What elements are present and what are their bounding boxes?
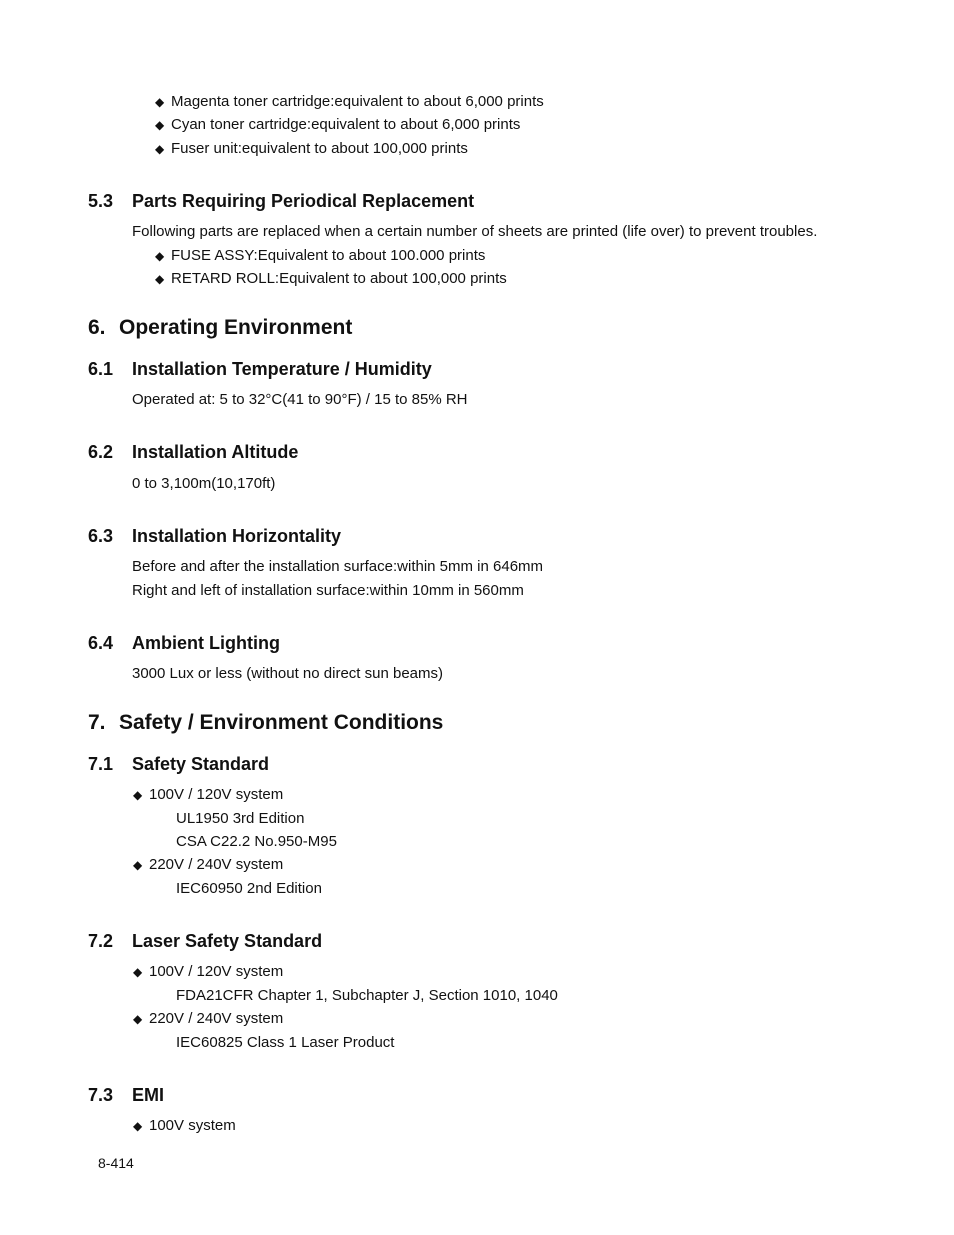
- page-number: 8-414: [98, 1155, 134, 1171]
- section-heading-6-1: 6.1 Installation Temperature / Humidity: [88, 359, 432, 379]
- list-item: ◆ Magenta toner cartridge:equivalent to about 6,000 prints: [155, 93, 544, 110]
- list-item: ◆ Cyan toner cartridge:equivalent to about 6,000 prints: [155, 116, 521, 133]
- section-heading-7-1: 7.1 Safety Standard: [88, 754, 270, 774]
- diamond-bullet-icon: ◆: [133, 1012, 143, 1026]
- diamond-bullet-icon: ◆: [155, 272, 165, 286]
- sub-item: CSA C22.2 No.950-M95: [176, 833, 337, 850]
- list-item: ◆ 220V / 240V system: [133, 1010, 284, 1027]
- paragraph: 0 to 3,100m(10,170ft): [132, 475, 276, 492]
- sub-item: FDA21CFR Chapter 1, Subchapter J, Section 1010, 1040: [176, 987, 558, 1004]
- list-item: ◆ Fuser unit:equivalent to about 100,000 prints: [155, 140, 468, 157]
- diamond-bullet-icon: ◆: [155, 142, 165, 156]
- section-heading-7-3: 7.3 EMI: [88, 1085, 165, 1105]
- chapter-heading-6: 6. Operating Environment: [88, 316, 353, 339]
- sub-item: IEC60950 2nd Edition: [176, 880, 322, 897]
- diamond-bullet-icon: ◆: [133, 1119, 143, 1133]
- list-item: ◆ RETARD ROLL:Equivalent to about 100,000 prints: [155, 270, 507, 287]
- sub-item: IEC60825 Class 1 Laser Product: [176, 1034, 395, 1051]
- list-item: ◆ 100V / 120V system: [133, 963, 284, 980]
- paragraph: Following parts are replaced when a certain number of sheets are printed (life over) to prevent troubles.: [132, 223, 818, 240]
- section-heading-6-3: 6.3 Installation Horizontality: [88, 526, 342, 546]
- diamond-bullet-icon: ◆: [133, 965, 143, 979]
- paragraph: 3000 Lux or less (without no direct sun beams): [132, 665, 443, 682]
- section-heading-6-4: 6.4 Ambient Lighting: [88, 633, 280, 653]
- section-heading-7-2: 7.2 Laser Safety Standard: [88, 931, 323, 951]
- chapter-heading-7: 7. Safety / Environment Conditions: [88, 711, 444, 734]
- list-item: ◆ 100V / 120V system: [133, 786, 284, 803]
- list-item: ◆ 100V system: [133, 1117, 236, 1134]
- diamond-bullet-icon: ◆: [133, 858, 143, 872]
- sub-item: UL1950 3rd Edition: [176, 810, 305, 827]
- list-item: ◆ 220V / 240V system: [133, 856, 284, 873]
- paragraph: Operated at: 5 to 32°C(41 to 90°F) / 15 to 85% RH: [132, 391, 468, 408]
- paragraph-line: Before and after the installation surface:within 5mm in 646mm: [132, 558, 544, 575]
- diamond-bullet-icon: ◆: [155, 118, 165, 132]
- section-heading-5-3: 5.3 Parts Requiring Periodical Replacement: [88, 191, 475, 211]
- section-heading-6-2: 6.2 Installation Altitude: [88, 442, 299, 462]
- diamond-bullet-icon: ◆: [155, 249, 165, 263]
- diamond-bullet-icon: ◆: [155, 95, 165, 109]
- diamond-bullet-icon: ◆: [133, 788, 143, 802]
- paragraph-line: Right and left of installation surface:within 10mm in 560mm: [132, 582, 524, 599]
- list-item: ◆ FUSE ASSY:Equivalent to about 100.000 prints: [155, 247, 486, 264]
